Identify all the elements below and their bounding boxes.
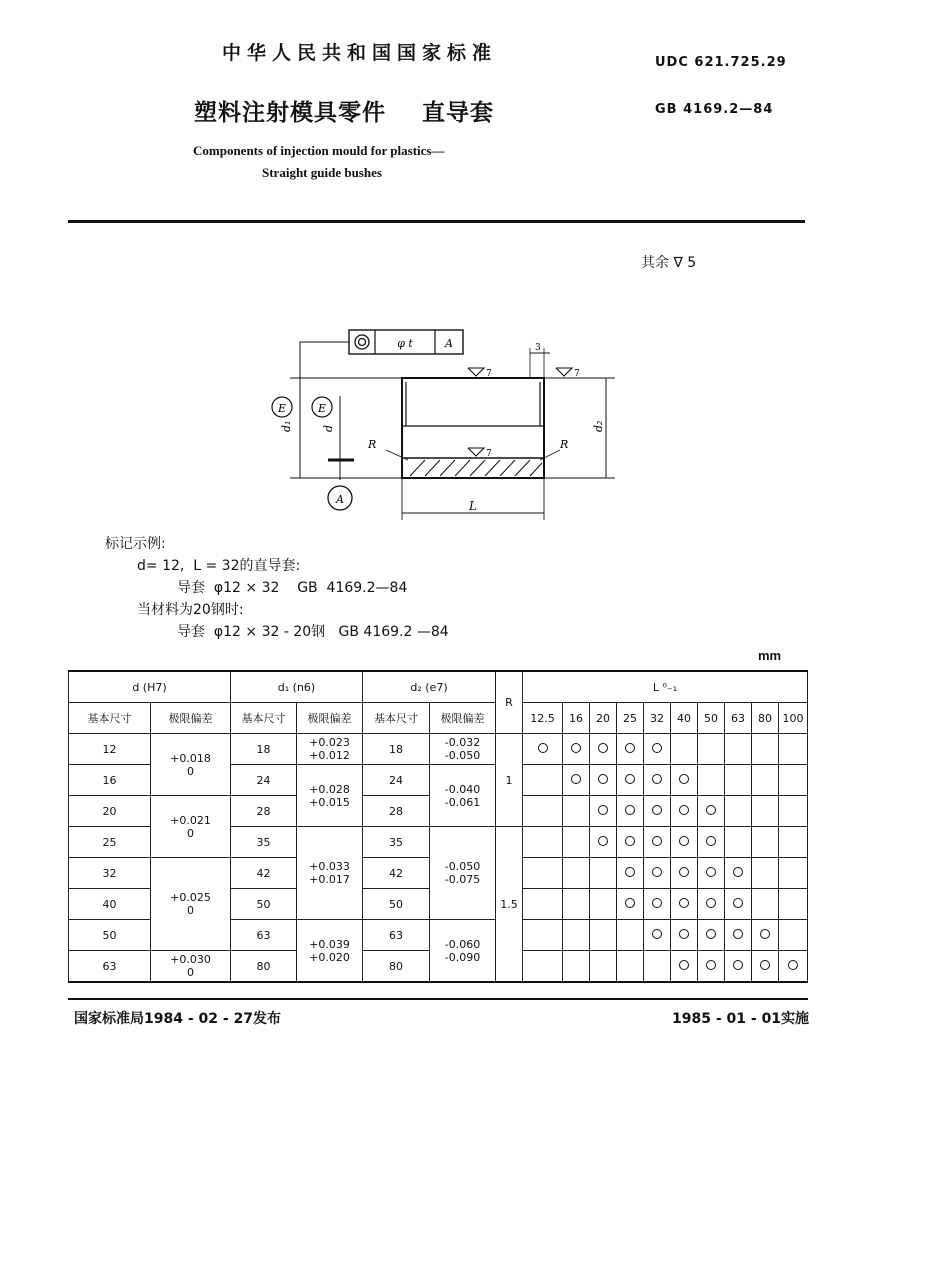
roughness-7-c: 7 [486,449,492,459]
L-availability-cell [523,889,563,920]
L-availability-cell [590,827,617,858]
L-header-cell: 16 [563,703,590,734]
unit-label: mm [758,648,782,663]
available-circle-icon [652,929,662,939]
d2-basic-size: 18 [363,734,430,765]
L-availability-cell [617,951,644,983]
L-availability-cell [752,827,779,858]
L-availability-cell [671,796,698,827]
available-circle-icon [652,805,662,815]
document-title-en-line2: Straight guide bushes [262,165,382,180]
L-availability-cell [644,827,671,858]
document-title-en-line1: Components of injection mould for plastics— [193,143,445,158]
roughness-symbols [468,368,572,456]
available-circle-icon [706,898,716,908]
L-availability-cell [671,951,698,983]
tolerance-value: φ t [397,337,413,350]
d1-basic-size: 50 [231,889,297,920]
subheader-basic-size: 基本尺寸 [69,703,151,734]
header-R: R [496,671,523,734]
d1-tolerance: +0.039 +0.020 [297,920,363,983]
available-circle-icon [679,929,689,939]
L-availability-cell [671,889,698,920]
d2-tolerance: -0.040 -0.061 [430,765,496,827]
available-circle-icon [652,836,662,846]
L-availability-cell [698,920,725,951]
label-d: d [322,424,335,432]
L-availability-cell [590,796,617,827]
marking-line2: 导套 φ12 × 32 GB 4169.2—84 [177,580,408,596]
L-availability-cell [563,920,590,951]
L-availability-cell [779,920,808,951]
available-circle-icon [652,898,662,908]
L-availability-cell [671,858,698,889]
available-circle-icon [706,805,716,815]
available-circle-icon [538,743,548,753]
L-header-cell: 63 [725,703,752,734]
L-availability-cell [752,796,779,827]
L-header-cell: 25 [617,703,644,734]
marking-line4: 导套 φ12 × 32 - 20钢 GB 4169.2 —84 [177,624,449,640]
L-availability-cell [752,858,779,889]
available-circle-icon [679,805,689,815]
available-circle-icon [706,836,716,846]
label-E1: E [278,402,287,415]
L-availability-cell [617,889,644,920]
table-row [69,734,808,765]
header-rule [68,220,805,223]
R-value: 1.5 [496,827,523,983]
issue-date: 国家标准局1984 - 02 - 27发布 [74,1011,282,1027]
label-d1: d₁ [280,420,293,432]
L-availability-cell [563,734,590,765]
L-header-cell: 12.5 [523,703,563,734]
available-circle-icon [679,898,689,908]
document-title-cn: 塑料注射模具零件 直导套 [194,100,495,126]
d-tolerance: +0.021 0 [151,796,231,858]
label-R-left: R [368,438,377,451]
d1-tolerance: +0.028 +0.015 [297,765,363,827]
available-circle-icon [706,929,716,939]
effective-date: 1985 - 01 - 01实施 [672,1011,810,1027]
d-basic-size: 25 [69,827,151,858]
L-availability-cell [698,951,725,983]
L-availability-cell [779,827,808,858]
L-availability-cell [752,765,779,796]
available-circle-icon [706,960,716,970]
available-circle-icon [571,774,581,784]
L-availability-cell [671,827,698,858]
L-availability-cell [523,734,563,765]
d2-basic-size: 28 [363,796,430,827]
L-availability-cell [590,951,617,983]
L-availability-cell [617,734,644,765]
available-circle-icon [652,774,662,784]
standard-title-cn: 中华人民共和国国家标准 [222,42,498,64]
L-availability-cell [617,765,644,796]
L-availability-cell [523,920,563,951]
roughness-7-b: 7 [574,369,580,379]
L-header-cell: 50 [698,703,725,734]
available-circle-icon [760,929,770,939]
d1-tolerance: +0.033 +0.017 [297,827,363,920]
L-availability-cell [617,796,644,827]
L-availability-cell [563,827,590,858]
L-availability-cell [644,765,671,796]
d1-basic-size: 80 [231,951,297,983]
L-availability-cell [563,765,590,796]
L-availability-cell [617,827,644,858]
d2-basic-size: 63 [363,920,430,951]
available-circle-icon [625,805,635,815]
available-circle-icon [625,743,635,753]
L-availability-cell [617,858,644,889]
L-availability-cell [752,951,779,983]
subheader-tolerance: 极限偏差 [297,703,363,734]
marking-line1: d= 12, L = 32的直导套: [137,558,301,574]
dimension-3: 3 [535,343,541,353]
L-availability-cell [523,796,563,827]
available-circle-icon [571,743,581,753]
available-circle-icon [679,836,689,846]
header-d2: d₂ (e7) [363,671,496,703]
L-availability-cell [563,796,590,827]
L-availability-cell [725,858,752,889]
subheader-basic-size: 基本尺寸 [363,703,430,734]
d2-basic-size: 80 [363,951,430,983]
L-availability-cell [590,920,617,951]
available-circle-icon [625,898,635,908]
available-circle-icon [733,929,743,939]
L-availability-cell [590,889,617,920]
d2-basic-size: 50 [363,889,430,920]
available-circle-icon [706,867,716,877]
d-basic-size: 12 [69,734,151,765]
L-availability-cell [725,889,752,920]
L-availability-cell [779,889,808,920]
available-circle-icon [679,960,689,970]
d-basic-size: 32 [69,858,151,889]
L-availability-cell [779,796,808,827]
available-circle-icon [733,960,743,970]
L-availability-cell [779,858,808,889]
L-availability-cell [779,765,808,796]
marking-line3: 当材料为20钢时: [137,602,244,618]
R-value: 1 [496,734,523,827]
L-header-cell: 32 [644,703,671,734]
L-availability-cell [617,920,644,951]
d-tolerance: +0.025 0 [151,858,231,951]
L-availability-cell [779,734,808,765]
available-circle-icon [733,898,743,908]
L-availability-cell [644,951,671,983]
available-circle-icon [760,960,770,970]
label-L: L [469,499,477,513]
available-circle-icon [679,774,689,784]
available-circle-icon [788,960,798,970]
d-basic-size: 40 [69,889,151,920]
d1-basic-size: 42 [231,858,297,889]
L-availability-cell [563,858,590,889]
L-availability-cell [725,734,752,765]
marking-example [105,533,449,643]
d2-basic-size: 35 [363,827,430,858]
available-circle-icon [598,774,608,784]
available-circle-icon [679,867,689,877]
header-d: d (H7) [69,671,231,703]
available-circle-icon [598,743,608,753]
L-availability-cell [752,889,779,920]
L-availability-cell [725,765,752,796]
label-R-right: R [560,438,569,451]
available-circle-icon [733,867,743,877]
d-tolerance: +0.030 0 [151,951,231,983]
roughness-note: 其余 ∇ 5 [641,255,697,271]
tolerance-datum: A [445,337,453,350]
available-circle-icon [625,836,635,846]
L-availability-cell [590,765,617,796]
L-availability-cell [563,889,590,920]
label-E2: E [318,402,327,415]
d1-tolerance: +0.023 +0.012 [297,734,363,765]
L-availability-cell [523,858,563,889]
d-basic-size: 20 [69,796,151,827]
L-availability-cell [725,796,752,827]
L-availability-cell [671,734,698,765]
available-circle-icon [598,805,608,815]
L-availability-cell [698,858,725,889]
header-d1: d₁ (n6) [231,671,363,703]
d-basic-size: 63 [69,951,151,983]
available-circle-icon [652,867,662,877]
L-availability-cell [698,796,725,827]
L-availability-cell [644,920,671,951]
L-availability-cell [563,951,590,983]
L-availability-cell [725,920,752,951]
L-header-cell: 100 [779,703,808,734]
available-circle-icon [652,743,662,753]
L-availability-cell [671,765,698,796]
L-availability-cell [671,920,698,951]
marking-heading: 标记示例: [105,536,166,552]
label-d2: d₂ [592,420,605,432]
available-circle-icon [598,836,608,846]
label-A: A [336,493,344,506]
L-availability-cell [698,765,725,796]
subheader-tolerance: 极限偏差 [151,703,231,734]
udc-code: UDC 621.725.29 [655,55,787,70]
L-availability-cell [590,734,617,765]
L-header-cell: 20 [590,703,617,734]
L-availability-cell [644,734,671,765]
L-availability-cell [644,796,671,827]
dimension-table [68,670,808,983]
tolerance-frame [300,330,463,378]
d2-basic-size: 42 [363,858,430,889]
L-availability-cell [590,858,617,889]
d1-basic-size: 63 [231,920,297,951]
L-availability-cell [779,951,808,983]
d2-tolerance: -0.032 -0.050 [430,734,496,765]
gb-code: GB 4169.2—84 [655,102,774,117]
L-availability-cell [725,827,752,858]
d-basic-size: 50 [69,920,151,951]
concentricity-icon [355,335,369,349]
subheader-basic-size: 基本尺寸 [231,703,297,734]
L-availability-cell [725,951,752,983]
footer-rule [68,998,808,1000]
L-availability-cell [698,827,725,858]
L-availability-cell [752,920,779,951]
L-availability-cell [644,858,671,889]
L-header-cell: 40 [671,703,698,734]
L-availability-cell [523,765,563,796]
guide-bush-drawing [260,320,640,530]
L-availability-cell [523,951,563,983]
d2-tolerance: -0.060 -0.090 [430,920,496,983]
L-availability-cell [644,889,671,920]
L-availability-cell [523,827,563,858]
d-basic-size: 16 [69,765,151,796]
d2-tolerance: -0.050 -0.075 [430,827,496,920]
available-circle-icon [625,867,635,877]
subheader-tolerance: 极限偏差 [430,703,496,734]
d2-basic-size: 24 [363,765,430,796]
header-L: L ⁰₋₁ [523,671,808,703]
d1-basic-size: 24 [231,765,297,796]
d-tolerance: +0.018 0 [151,734,231,796]
L-header-cell: 80 [752,703,779,734]
L-availability-cell [698,734,725,765]
d1-basic-size: 18 [231,734,297,765]
roughness-7-a: 7 [486,369,492,379]
L-availability-cell [698,889,725,920]
hatch-section [410,460,542,476]
d1-basic-size: 35 [231,827,297,858]
L-availability-cell [752,734,779,765]
d1-basic-size: 28 [231,796,297,827]
available-circle-icon [625,774,635,784]
